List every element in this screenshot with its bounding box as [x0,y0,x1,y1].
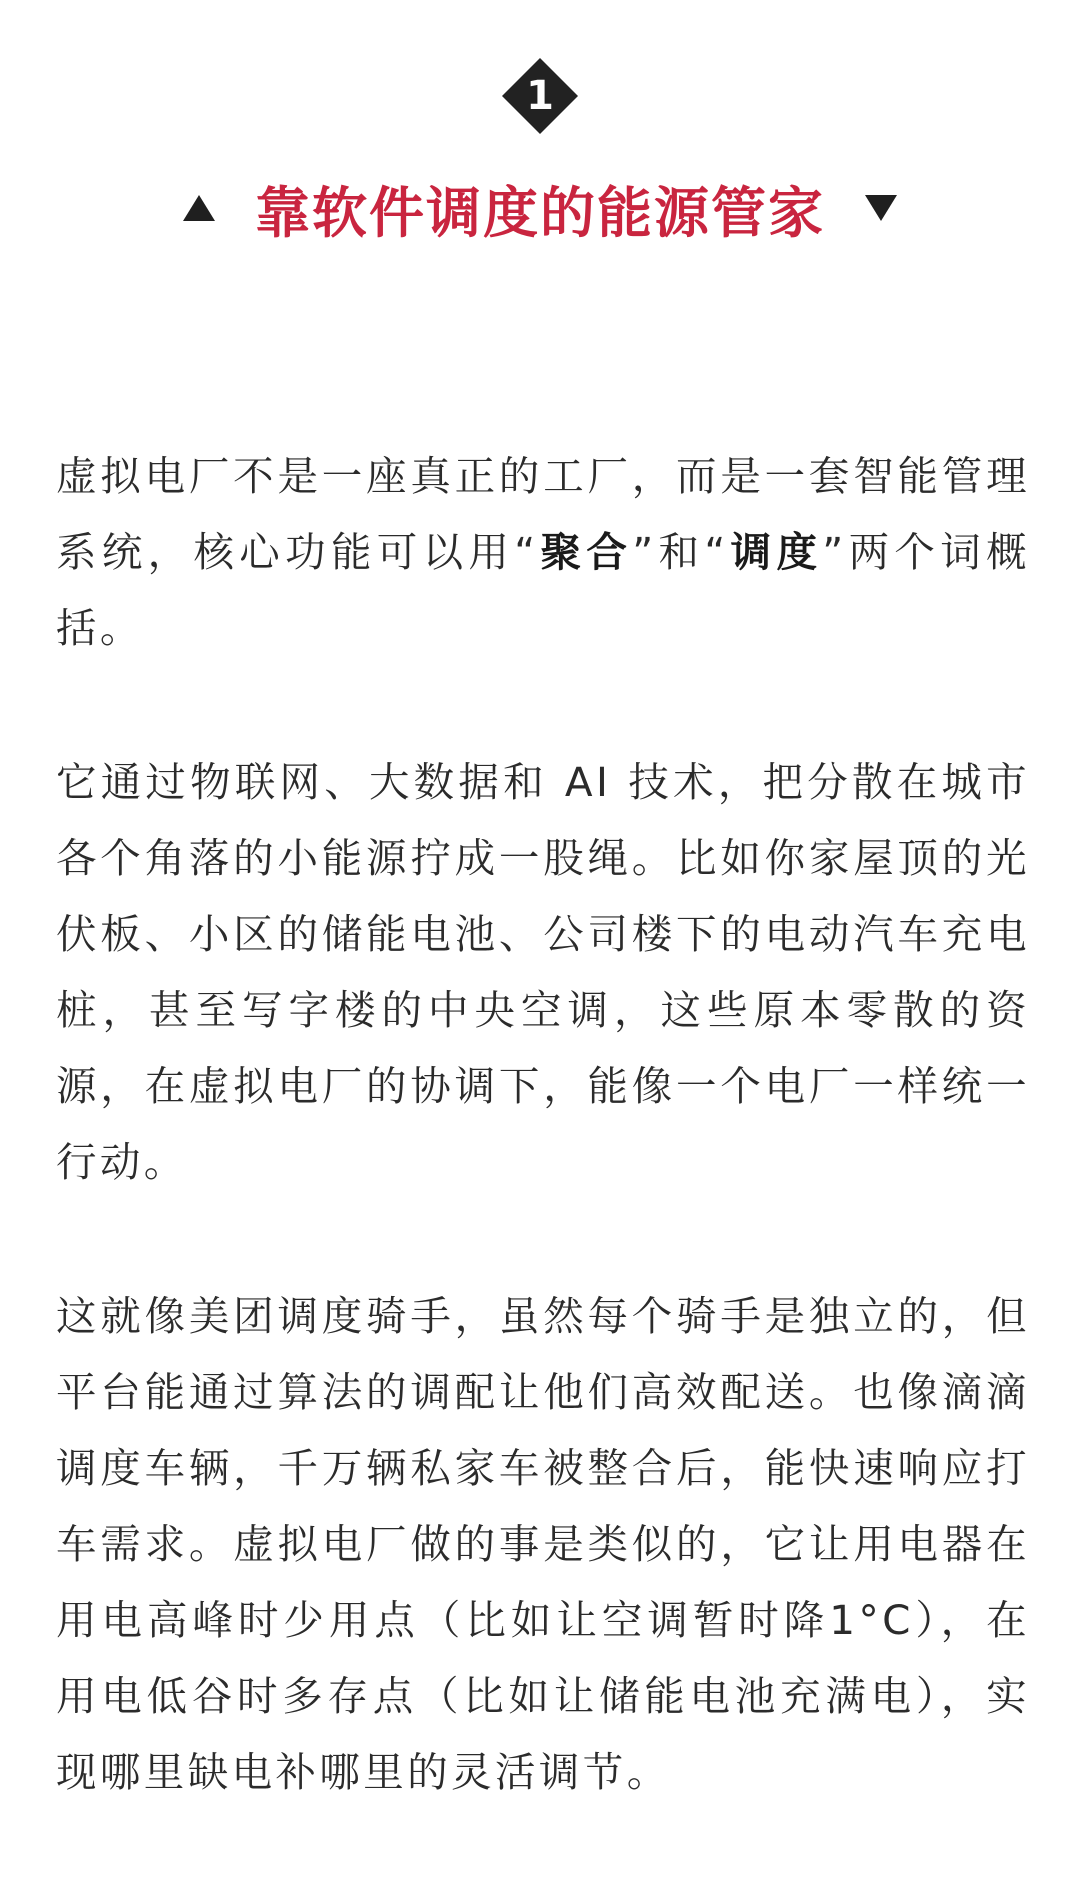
article-body [56,438,1030,1888]
paragraph-3-text: 这就像美团调度骑手，虽然每个骑手是独立的，但平台能通过算法的调配让他们高效配送。也像滴滴调度车辆，千万辆私家车被整合后，能快速响应打车需求。虚拟电厂做的事是类似的，它让用电器在用电高峰时少用点（比如让空调暂时降1°C），在用电低谷时多存点（比如让储能电池充满电），实现哪里缺电补哪里的灵活调节。 [56,1292,1030,1796]
paragraph-2 [56,744,1030,1200]
paragraph-1-text: ”和“ [632,528,729,576]
paragraph-3 [56,1278,1030,1810]
section-title-row [0,168,1080,248]
paragraph-1 [56,438,1030,666]
triangle-down-icon [863,193,899,223]
paragraph-1-text: ”两个词概括。 [56,528,1030,652]
section-number-badge [502,58,578,134]
section-title: 靠软件调度的能源管家 [254,180,825,245]
triangle-up-icon [181,193,217,223]
section-number: 1 [526,73,554,119]
paragraph-1-text: 虚拟电厂不是一座真正的工厂，而是一套智能管理系统，核心功能可以用“ [56,452,1030,576]
bold-term-dispatch: 调度 [728,528,823,576]
bold-term-aggregate: 聚合 [538,528,633,576]
paragraph-2-text: 它通过物联网、大数据和 AI 技术，把分散在城市各个角落的小能源拧成一股绳。比如你家屋顶的光伏板、小区的储能电池、公司楼下的电动汽车充电桩，甚至写字楼的中央空调，这些原本零散的资源，在虚拟电厂的协调下，能像一个电厂一样统一行动。 [56,758,1030,1186]
